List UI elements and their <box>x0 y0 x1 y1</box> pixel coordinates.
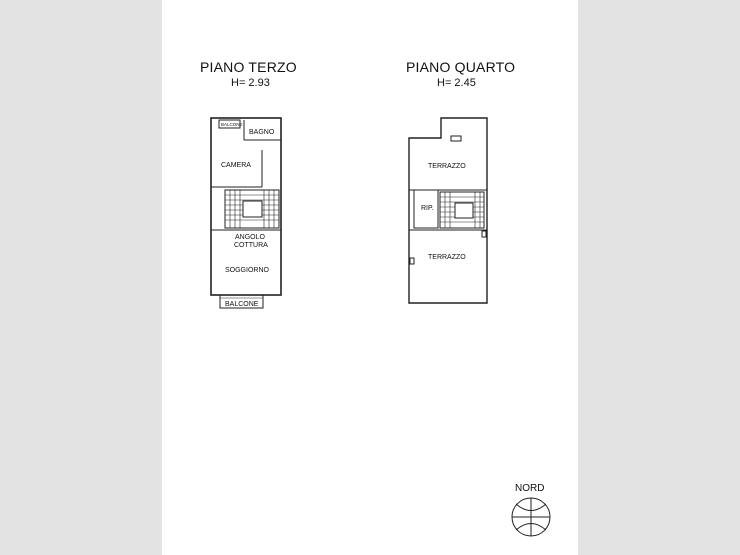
room-label-camera: CAMERA <box>221 162 251 169</box>
room-label-angolo: ANGOLO <box>235 234 265 241</box>
stair-landing <box>455 203 473 218</box>
room-label-terrazzo-bottom: TERRAZZO <box>428 254 466 261</box>
room-label-rip: RIP. <box>421 205 434 212</box>
plan-height-piano-terzo: H= 2.93 <box>231 77 270 89</box>
room-label-terrazzo-top: TERRAZZO <box>428 163 466 170</box>
plan-height-piano-quarto: H= 2.45 <box>437 77 476 89</box>
compass-label: NORD <box>515 483 545 494</box>
floor-plan-piano-terzo <box>211 118 281 308</box>
plan-title-piano-quarto: PIANO QUARTO <box>406 59 516 75</box>
drain <box>410 258 414 264</box>
room-label-balcone-small: BALCONE <box>221 122 243 127</box>
drain <box>482 231 486 237</box>
roof-vent <box>451 136 461 141</box>
room-label-soggiorno: SOGGIORNO <box>225 267 269 274</box>
stair-landing <box>243 201 262 217</box>
north-compass <box>512 498 550 536</box>
room-label-bagno: BAGNO <box>249 129 275 136</box>
room-label-cottura: COTTURA <box>234 242 268 249</box>
room-label-balcone: BALCONE <box>225 301 259 308</box>
plan-title-piano-terzo: PIANO TERZO <box>200 59 297 75</box>
